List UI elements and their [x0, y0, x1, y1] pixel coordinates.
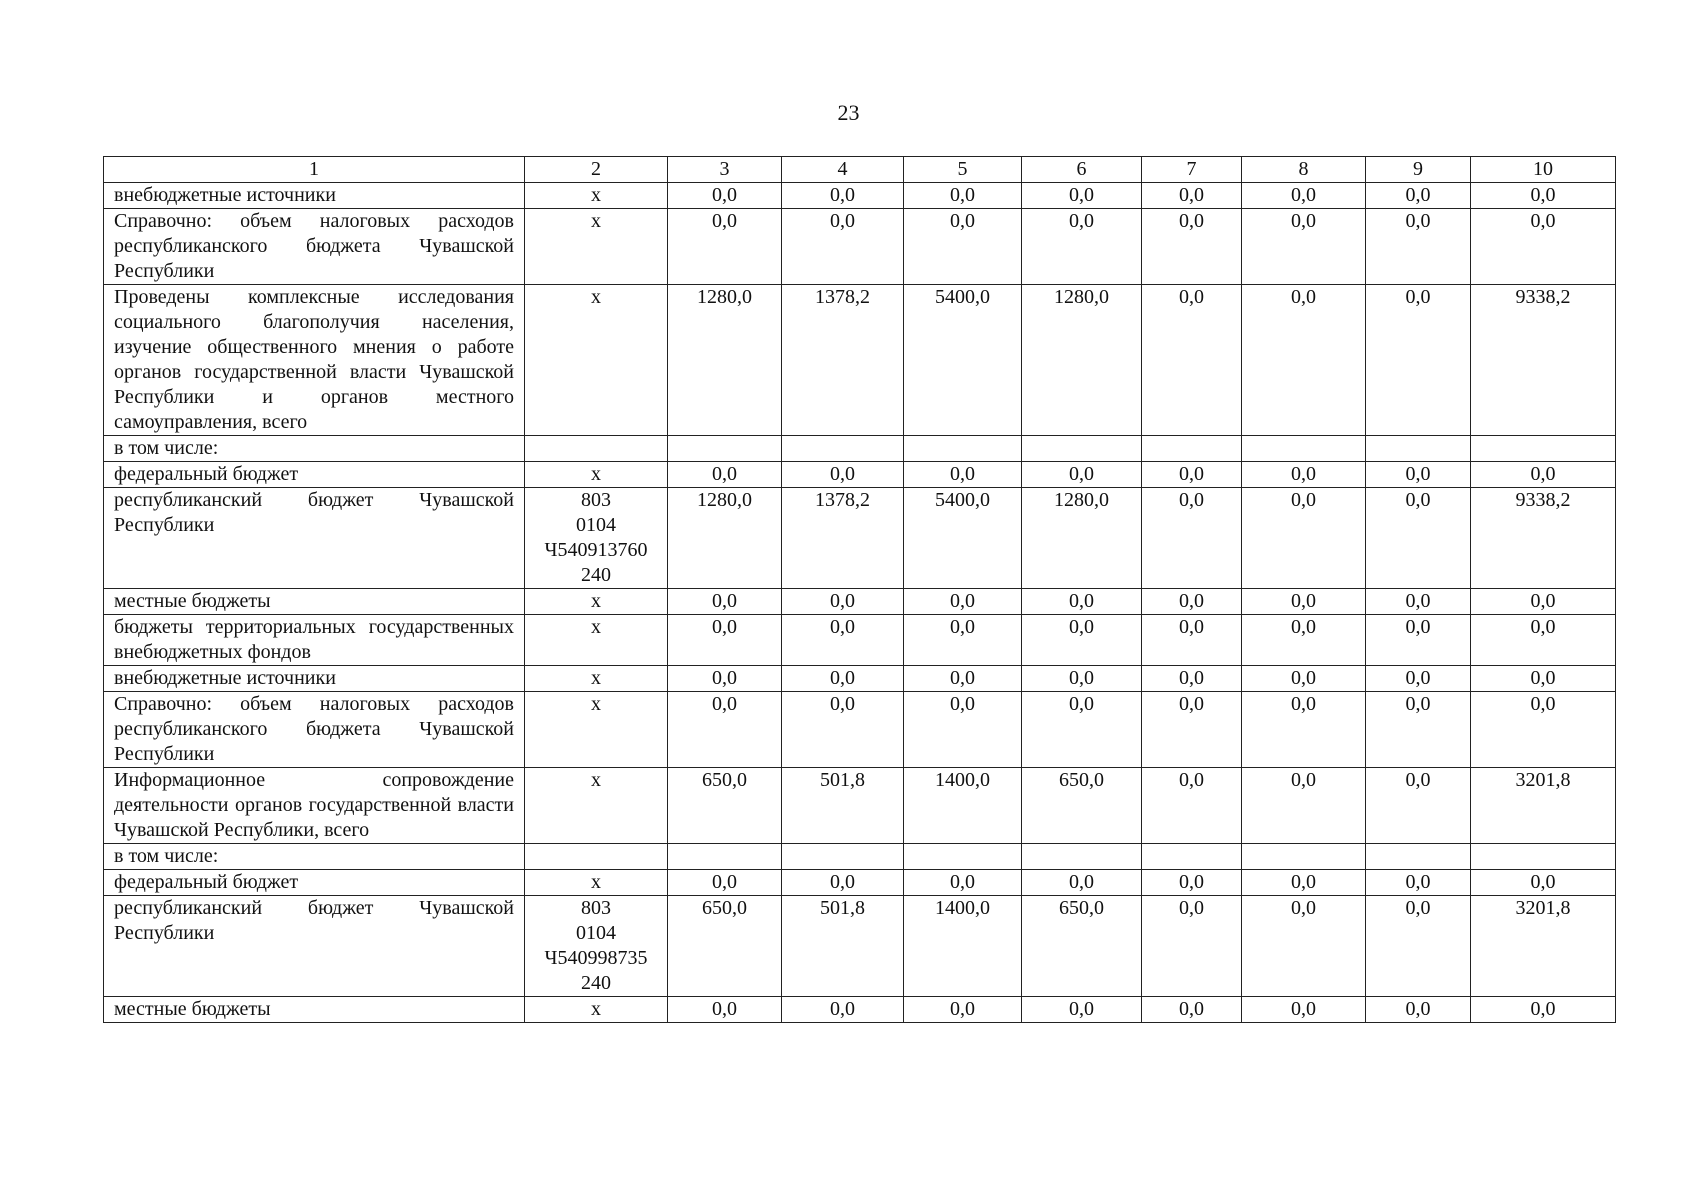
table-row: [104, 997, 1616, 1023]
value-cell: 0,0: [1142, 488, 1242, 589]
row-description: федеральный бюджет: [104, 462, 525, 488]
value-cell: 0,0: [1366, 692, 1471, 768]
value-cell: 0,0: [1142, 666, 1242, 692]
row-description: Справочно: объем налоговых расходов республиканского бюджета Чувашской Республики: [104, 692, 525, 768]
table-row: [104, 692, 1616, 768]
value-cell: [782, 844, 904, 870]
column-number-cell: 1: [104, 157, 525, 183]
value-cell: 0,0: [1022, 462, 1142, 488]
value-cell: 3201,8: [1471, 896, 1616, 997]
budget-code: [525, 844, 668, 870]
value-cell: 0,0: [668, 615, 782, 666]
value-cell: 0,0: [1242, 997, 1366, 1023]
value-cell: [904, 436, 1022, 462]
row-description: местные бюджеты: [104, 589, 525, 615]
value-cell: 0,0: [668, 183, 782, 209]
value-cell: 0,0: [1242, 896, 1366, 997]
row-description: Справочно: объем налоговых расходов республиканского бюджета Чувашской Республики: [104, 209, 525, 285]
value-cell: 0,0: [1366, 615, 1471, 666]
row-description: в том числе:: [104, 844, 525, 870]
column-number-cell: 9: [1366, 157, 1471, 183]
value-cell: 650,0: [668, 896, 782, 997]
value-cell: 0,0: [1242, 870, 1366, 896]
row-description: Проведены комплексные исследования социального благополучия населения, изучение общественного мнения о работе органов государственной власти Чувашской Республики и органов местного самоуправления, всего: [104, 285, 525, 436]
value-cell: 0,0: [1366, 896, 1471, 997]
value-cell: 0,0: [1242, 209, 1366, 285]
value-cell: 0,0: [1366, 870, 1471, 896]
value-cell: 0,0: [782, 209, 904, 285]
value-cell: [1242, 844, 1366, 870]
value-cell: 0,0: [782, 666, 904, 692]
budget-code: х: [525, 768, 668, 844]
budget-code: х: [525, 666, 668, 692]
value-cell: 0,0: [1142, 768, 1242, 844]
value-cell: 0,0: [1366, 666, 1471, 692]
value-cell: 1280,0: [1022, 285, 1142, 436]
table-row: [104, 844, 1616, 870]
budget-code: х: [525, 692, 668, 768]
value-cell: 3201,8: [1471, 768, 1616, 844]
value-cell: 0,0: [1242, 666, 1366, 692]
value-cell: 650,0: [668, 768, 782, 844]
value-cell: [1242, 436, 1366, 462]
table-row: [104, 285, 1616, 436]
value-cell: 0,0: [1366, 488, 1471, 589]
value-cell: 0,0: [1366, 285, 1471, 436]
value-cell: 0,0: [1022, 209, 1142, 285]
value-cell: 0,0: [1471, 666, 1616, 692]
value-cell: 0,0: [1471, 870, 1616, 896]
value-cell: 0,0: [668, 692, 782, 768]
value-cell: 0,0: [1022, 183, 1142, 209]
value-cell: 0,0: [904, 615, 1022, 666]
value-cell: 0,0: [1242, 615, 1366, 666]
table-row: [104, 589, 1616, 615]
row-description: бюджеты территориальных государственных внебюджетных фондов: [104, 615, 525, 666]
row-description: республиканский бюджет Чувашской Республики: [104, 488, 525, 589]
budget-code: х: [525, 997, 668, 1023]
value-cell: 0,0: [1242, 692, 1366, 768]
value-cell: 0,0: [904, 692, 1022, 768]
value-cell: 0,0: [782, 870, 904, 896]
value-cell: [1022, 844, 1142, 870]
column-number-cell: 4: [782, 157, 904, 183]
value-cell: [1366, 844, 1471, 870]
row-description: местные бюджеты: [104, 997, 525, 1023]
budget-table: [103, 156, 1616, 1023]
value-cell: 1280,0: [668, 285, 782, 436]
budget-code: х: [525, 183, 668, 209]
value-cell: 0,0: [1142, 997, 1242, 1023]
column-number-cell: 10: [1471, 157, 1616, 183]
value-cell: 0,0: [782, 462, 904, 488]
value-cell: 0,0: [1022, 870, 1142, 896]
table-body: [104, 157, 1616, 1023]
value-cell: 1400,0: [904, 896, 1022, 997]
value-cell: [1366, 436, 1471, 462]
value-cell: 0,0: [1142, 209, 1242, 285]
value-cell: 0,0: [1366, 768, 1471, 844]
value-cell: 0,0: [1366, 589, 1471, 615]
row-description: Информационное сопровождение деятельности органов государственной власти Чувашской Республики, всего: [104, 768, 525, 844]
value-cell: 9338,2: [1471, 285, 1616, 436]
table-row: [104, 488, 1616, 589]
value-cell: 0,0: [1471, 183, 1616, 209]
value-cell: 0,0: [782, 615, 904, 666]
value-cell: 0,0: [1471, 589, 1616, 615]
value-cell: 0,0: [1242, 462, 1366, 488]
value-cell: 1280,0: [1022, 488, 1142, 589]
value-cell: 0,0: [1366, 209, 1471, 285]
value-cell: 501,8: [782, 768, 904, 844]
value-cell: 9338,2: [1471, 488, 1616, 589]
value-cell: [1471, 844, 1616, 870]
value-cell: 0,0: [1022, 615, 1142, 666]
value-cell: 0,0: [1142, 285, 1242, 436]
value-cell: 0,0: [1366, 183, 1471, 209]
budget-code: х: [525, 589, 668, 615]
value-cell: 0,0: [1242, 183, 1366, 209]
column-number-cell: 5: [904, 157, 1022, 183]
budget-code: 803 0104 Ч540998735 240: [525, 896, 668, 997]
value-cell: 0,0: [904, 462, 1022, 488]
value-cell: 0,0: [904, 183, 1022, 209]
value-cell: 0,0: [1471, 997, 1616, 1023]
value-cell: 0,0: [904, 666, 1022, 692]
column-number-cell: 2: [525, 157, 668, 183]
value-cell: 0,0: [904, 589, 1022, 615]
value-cell: 0,0: [668, 666, 782, 692]
value-cell: 0,0: [782, 692, 904, 768]
value-cell: 501,8: [782, 896, 904, 997]
value-cell: 0,0: [668, 462, 782, 488]
value-cell: 0,0: [1242, 768, 1366, 844]
budget-code: х: [525, 209, 668, 285]
row-description: внебюджетные источники: [104, 666, 525, 692]
value-cell: 0,0: [1242, 488, 1366, 589]
budget-code: х: [525, 285, 668, 436]
value-cell: [1471, 436, 1616, 462]
value-cell: [668, 436, 782, 462]
table-row: [104, 615, 1616, 666]
value-cell: 0,0: [904, 209, 1022, 285]
value-cell: 0,0: [1471, 462, 1616, 488]
budget-code: [525, 436, 668, 462]
value-cell: 0,0: [1142, 870, 1242, 896]
value-cell: 1378,2: [782, 285, 904, 436]
page-number: 23: [837, 100, 860, 125]
table-row: [104, 768, 1616, 844]
value-cell: 0,0: [1142, 589, 1242, 615]
value-cell: 0,0: [1242, 285, 1366, 436]
value-cell: 0,0: [1471, 209, 1616, 285]
value-cell: 650,0: [1022, 768, 1142, 844]
value-cell: 0,0: [668, 589, 782, 615]
value-cell: 0,0: [1142, 896, 1242, 997]
value-cell: [1022, 436, 1142, 462]
budget-code: х: [525, 462, 668, 488]
value-cell: 0,0: [1142, 615, 1242, 666]
table-row: [104, 183, 1616, 209]
budget-code: х: [525, 870, 668, 896]
value-cell: 0,0: [1142, 462, 1242, 488]
value-cell: [668, 844, 782, 870]
value-cell: 0,0: [782, 183, 904, 209]
value-cell: 0,0: [1022, 692, 1142, 768]
value-cell: [1142, 436, 1242, 462]
row-description: федеральный бюджет: [104, 870, 525, 896]
budget-code: х: [525, 615, 668, 666]
value-cell: 1280,0: [668, 488, 782, 589]
value-cell: 0,0: [782, 997, 904, 1023]
value-cell: 0,0: [668, 997, 782, 1023]
value-cell: 0,0: [1366, 462, 1471, 488]
value-cell: 0,0: [904, 997, 1022, 1023]
table-row: [104, 666, 1616, 692]
value-cell: 0,0: [904, 870, 1022, 896]
value-cell: [904, 844, 1022, 870]
value-cell: 5400,0: [904, 488, 1022, 589]
value-cell: 0,0: [668, 870, 782, 896]
value-cell: 0,0: [1022, 589, 1142, 615]
table-row: [104, 462, 1616, 488]
value-cell: 0,0: [1142, 183, 1242, 209]
value-cell: [1142, 844, 1242, 870]
column-number-cell: 3: [668, 157, 782, 183]
column-number-row: [104, 157, 1616, 183]
value-cell: 0,0: [1242, 589, 1366, 615]
row-description: внебюджетные источники: [104, 183, 525, 209]
value-cell: 650,0: [1022, 896, 1142, 997]
value-cell: 0,0: [1366, 997, 1471, 1023]
row-description: в том числе:: [104, 436, 525, 462]
value-cell: 1400,0: [904, 768, 1022, 844]
table-row: [104, 870, 1616, 896]
column-number-cell: 6: [1022, 157, 1142, 183]
value-cell: 0,0: [1022, 666, 1142, 692]
table-row: [104, 896, 1616, 997]
value-cell: 0,0: [1022, 997, 1142, 1023]
value-cell: 0,0: [1142, 692, 1242, 768]
value-cell: 0,0: [1471, 615, 1616, 666]
value-cell: 5400,0: [904, 285, 1022, 436]
row-description: республиканский бюджет Чувашской Республики: [104, 896, 525, 997]
value-cell: [782, 436, 904, 462]
value-cell: 0,0: [1471, 692, 1616, 768]
value-cell: 0,0: [782, 589, 904, 615]
value-cell: 1378,2: [782, 488, 904, 589]
table-row: [104, 209, 1616, 285]
budget-code: 803 0104 Ч540913760 240: [525, 488, 668, 589]
value-cell: 0,0: [668, 209, 782, 285]
column-number-cell: 7: [1142, 157, 1242, 183]
table-row: [104, 436, 1616, 462]
column-number-cell: 8: [1242, 157, 1366, 183]
